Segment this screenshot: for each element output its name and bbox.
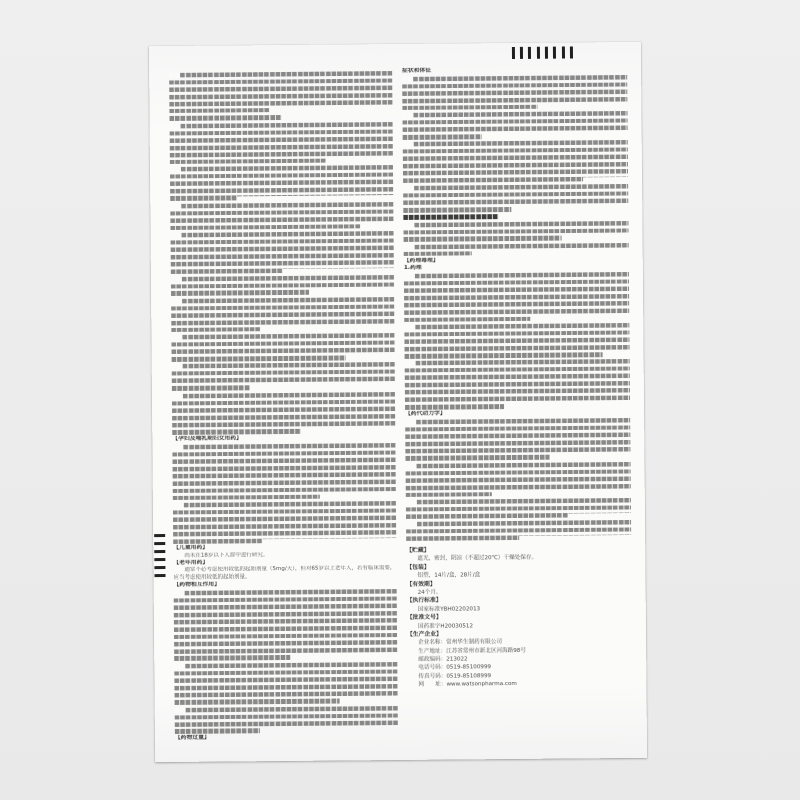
body-text-lines [174, 660, 397, 706]
registration-mark [154, 566, 165, 569]
body-text-lines [171, 295, 394, 333]
validity-text: 24个月。 [417, 589, 442, 596]
registration-mark [154, 574, 165, 577]
registration-mark [553, 47, 556, 59]
manufacturer-address: 生产地址：江苏省常州市新北区河海路98号 [418, 647, 527, 655]
body-text-lines [170, 120, 393, 166]
section-heading-storage: 【贮藏】 [406, 547, 430, 554]
body-text-lines [172, 361, 395, 392]
registration-mark [520, 47, 523, 59]
section-heading-overdose: 【药物过量】 [174, 734, 210, 742]
body-text-lines [406, 497, 631, 521]
body-text-lines [171, 273, 394, 297]
section-heading-pharmacokinetics: 【药代动力学】 [405, 410, 446, 417]
storage-text: 遮光，密封，阴凉（不超过20℃）干燥处保存。 [417, 555, 538, 563]
standard-text: 国家标准YBH02202013 [417, 606, 481, 613]
section-heading-drug-interactions: 【药物相互作用】 [173, 581, 221, 588]
print-registration-marks-side [154, 534, 166, 578]
manufacturer-phone: 电话号码：0519-85100999 [418, 664, 492, 672]
subheading-symptoms-signs: 症状和体征 [402, 67, 432, 74]
subheading-pharmacology: 1.药理 [403, 264, 422, 271]
body-text-lines [171, 230, 394, 276]
body-text-lines [173, 500, 396, 546]
pediatric-use-text: 尚未在18岁以下人群中进行研究。 [184, 551, 269, 559]
section-heading-pharmacology-toxicology: 【药理毒理】 [403, 257, 439, 264]
body-text-lines [403, 219, 628, 243]
body-text-lines [404, 241, 629, 258]
registration-mark [545, 47, 548, 59]
body-text-lines [403, 183, 628, 214]
registration-mark [537, 47, 540, 59]
body-text-lines [403, 139, 628, 185]
left-column [169, 69, 398, 742]
body-text-lines [172, 441, 396, 501]
body-text-lines [404, 270, 629, 323]
body-text-lines [404, 321, 629, 359]
manufacturer-fax: 传真号码：0519-85108999 [418, 673, 492, 680]
registration-mark [528, 47, 531, 59]
body-text-lines [170, 200, 393, 231]
body-text-lines [174, 587, 398, 662]
manufacturer-postcode: 邮政编码：213022 [418, 656, 468, 663]
package-text: 铝塑，14片/盒，28片/盒 [417, 572, 481, 580]
manufacturer-website: 网 址：www.watsonpharma.com [418, 681, 517, 689]
body-text-lines [405, 358, 630, 411]
registration-mark [562, 47, 565, 59]
body-text-lines [175, 704, 398, 735]
print-registration-marks-top [512, 46, 574, 59]
geriatric-use-text: 通常不必考虑使用较低的起始剂量（5mg/天），但对65岁以上老年人，若有临床需要，应当考虑使用较低的起始剂量。 [173, 565, 396, 581]
manufacturer-name: 企业名称：常州华生制药有限公司 [418, 639, 503, 647]
section-heading-standard: 【执行标准】 [406, 597, 442, 605]
leaflet-page [149, 42, 647, 762]
body-text-lines [406, 460, 631, 498]
section-heading-pediatric-use: 【儿童用药】 [173, 545, 209, 552]
approval-number-text: 国药准字H20030512 [417, 622, 474, 630]
registration-mark [512, 47, 515, 59]
body-text-lines [402, 110, 627, 141]
registration-mark [154, 542, 165, 545]
registration-mark [154, 550, 165, 553]
section-heading-validity: 【有效期】 [406, 581, 436, 588]
section-heading-approval-number: 【批准文号】 [406, 614, 442, 622]
body-text-lines [169, 69, 392, 115]
body-text-lines [406, 518, 631, 542]
body-text-lines [402, 73, 627, 111]
body-text-lines [170, 164, 393, 202]
body-text-lines [171, 332, 394, 363]
registration-mark [570, 46, 573, 58]
section-heading-geriatric-use: 【老年用药】 [173, 559, 209, 566]
registration-mark [154, 534, 165, 537]
section-heading-manufacturer: 【生产企业】 [407, 631, 442, 638]
body-text-lines [405, 416, 630, 462]
registration-mark [154, 558, 165, 561]
product-info-block [406, 545, 632, 690]
section-heading-package: 【包装】 [406, 564, 430, 571]
body-text-lines [172, 390, 395, 436]
section-heading-pregnancy-lactation: 【孕妇及哺乳期妇女用药】 [172, 435, 242, 442]
right-column [402, 66, 631, 542]
